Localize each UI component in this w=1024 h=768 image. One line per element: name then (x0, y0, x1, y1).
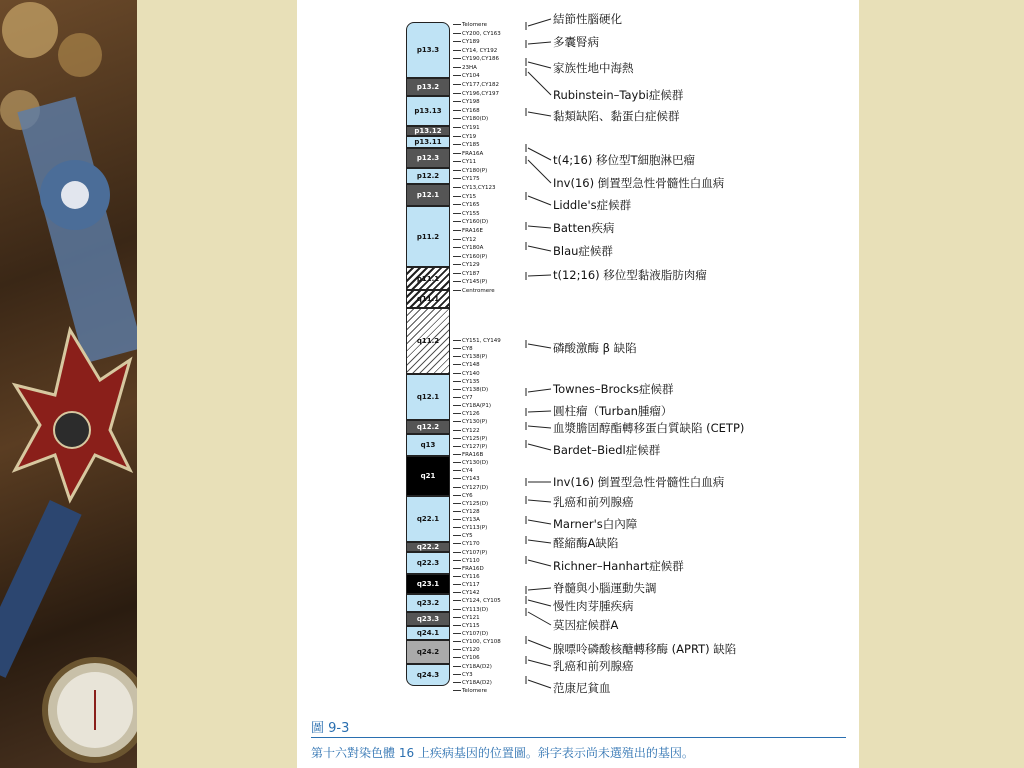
band-q24-2 (406, 640, 450, 664)
disease-label: Blau症候群 (553, 244, 613, 258)
marker-label: CY19 (453, 134, 476, 140)
marker-label: CY13,CY123 (453, 185, 495, 191)
band-label: p12.3 (416, 154, 440, 162)
marker-label: CY104 (453, 73, 480, 79)
disease-label: t(4;16) 移位型T細胞淋巴瘤 (553, 153, 695, 167)
marker-label: CY12 (453, 237, 476, 243)
disease-label: 結節性腦硬化 (553, 12, 622, 26)
marker-label: CY151, CY149 (453, 338, 501, 344)
band-label: p13.12 (414, 127, 442, 135)
marker-label: Centromere (453, 288, 495, 294)
marker-label: CY191 (453, 125, 480, 131)
band-label: q22.1 (416, 515, 440, 523)
marker-label: Telomere (453, 22, 487, 28)
disease-label: Bardet–Biedl症候群 (553, 443, 661, 457)
marker-label: CY125(P) (453, 436, 487, 442)
chromosome-16-ideogram (406, 22, 452, 686)
disease-label: 黏類缺陷、黏蛋白症候群 (553, 109, 680, 123)
band-label: q22.3 (416, 559, 440, 567)
marker-label: CY106 (453, 655, 480, 661)
marker-label: CY170 (453, 541, 480, 547)
band-label: q13 (420, 441, 436, 449)
disease-label: 慢性肉芽腫疾病 (553, 599, 634, 613)
band-label: p12.1 (416, 191, 440, 199)
marker-label: CY126 (453, 411, 480, 417)
band-q11-2 (406, 308, 450, 374)
disease-label: 多囊腎病 (553, 35, 599, 49)
marker-label: CY107(P) (453, 550, 487, 556)
marker-label: CY3 (453, 672, 473, 678)
band-label: q24.3 (416, 671, 440, 679)
marker-label: CY128 (453, 509, 480, 515)
marker-label: CY160(P) (453, 254, 487, 260)
disease-label: Inv(16) 倒置型急性骨髓性白血病 (553, 475, 725, 489)
figure-caption: 第十六對染色體 16 上疾病基因的位置圖。斜字表示尚未選殖出的基因。 (311, 746, 694, 760)
band-p13-2 (406, 78, 450, 96)
marker-label: CY5 (453, 533, 473, 539)
marker-label: CY127(P) (453, 444, 487, 450)
marker-label: CY142 (453, 590, 480, 596)
marker-label: CY18A(D2) (453, 680, 492, 686)
marker-label: CY15 (453, 194, 476, 200)
band-p11-1 (406, 267, 450, 290)
marker-label: CY198 (453, 99, 480, 105)
band-label: p13.3 (416, 46, 440, 54)
marker-label: CY160(D) (453, 219, 488, 225)
band-q22-3 (406, 552, 450, 574)
marker-label: CY18A(P1) (453, 403, 491, 409)
marker-label: CY185 (453, 142, 480, 148)
marker-label: FRA16D (453, 566, 484, 572)
disease-label: Batten疾病 (553, 221, 615, 235)
band-label: p13.13 (414, 107, 442, 115)
disease-label: Marner's白內障 (553, 517, 638, 531)
band-label: q11.1 (416, 295, 440, 303)
marker-label: Telomere (453, 688, 487, 694)
band-label: q21 (420, 472, 436, 480)
band-q23-3 (406, 612, 450, 626)
band-p13-13 (406, 96, 450, 126)
disease-label: Liddle's症候群 (553, 198, 632, 212)
band-label: q22.2 (416, 543, 440, 551)
marker-label: CY187 (453, 271, 480, 277)
band-q13 (406, 434, 450, 456)
marker-label: CY116 (453, 574, 480, 580)
marker-label: CY100, CY108 (453, 639, 501, 645)
disease-label: 范康尼貧血 (553, 681, 611, 695)
band-label: q23.1 (416, 580, 440, 588)
band-q11-1 (406, 290, 450, 308)
marker-label: CY175 (453, 176, 480, 182)
decorative-photo-panel (0, 0, 137, 768)
band-q24-1 (406, 626, 450, 640)
disease-label: Richner–Hanhart症候群 (553, 559, 684, 573)
marker-label: CY130(D) (453, 460, 488, 466)
band-label: q24.1 (416, 629, 440, 637)
band-q24-3 (406, 664, 450, 686)
disease-label: 圓柱瘤（Turban腫瘤） (553, 404, 673, 418)
disease-label: 腺嘌呤磷酸核醣轉移酶 (APRT) 缺陷 (553, 642, 737, 656)
medal-illustration (0, 0, 137, 768)
marker-label: CY7 (453, 395, 473, 401)
band-p12-1 (406, 184, 450, 206)
disease-label: t(12;16) 移位型黏液脂肪肉瘤 (553, 268, 707, 282)
band-label: p11.1 (416, 274, 440, 283)
marker-label: CY165 (453, 202, 480, 208)
band-q12-1 (406, 374, 450, 420)
marker-label: CY121 (453, 615, 480, 621)
marker-label: CY129 (453, 262, 480, 268)
band-label: q12.2 (416, 423, 440, 431)
marker-label: CY6 (453, 493, 473, 499)
disease-label: 脊髓與小腦運動失調 (553, 581, 657, 595)
marker-label: CY11 (453, 159, 476, 165)
band-p12-2 (406, 168, 450, 184)
band-p13-12 (406, 126, 450, 136)
band-q22-2 (406, 542, 450, 552)
marker-label: CY122 (453, 428, 480, 434)
marker-label: CY190,CY186 (453, 56, 499, 62)
marker-label: CY4 (453, 468, 473, 474)
band-p12-3 (406, 148, 450, 168)
disease-label: 磷酸激酶 β 缺陷 (553, 341, 637, 355)
marker-label: CY148 (453, 362, 480, 368)
band-label: q11.2 (416, 337, 440, 345)
marker-label: CY127(D) (453, 485, 488, 491)
marker-label: CY180(P) (453, 168, 487, 174)
band-p11-2 (406, 206, 450, 267)
marker-label: CY113(D) (453, 607, 488, 613)
marker-label: CY18A(D2) (453, 664, 492, 670)
marker-label: CY13A (453, 517, 480, 523)
disease-label: Rubinstein–Taybi症候群 (553, 88, 684, 102)
band-q23-2 (406, 594, 450, 612)
marker-label: CY138(D) (453, 387, 488, 393)
disease-label: 家族性地中海熱 (553, 61, 634, 75)
marker-label: CY120 (453, 647, 480, 653)
marker-label: CY189 (453, 39, 480, 45)
marker-label: CY168 (453, 108, 480, 114)
marker-label: FRA16A (453, 151, 483, 157)
marker-label: 23HA (453, 65, 477, 71)
marker-label: CY200, CY163 (453, 31, 501, 37)
marker-label: CY125(D) (453, 501, 488, 507)
band-label: p12.2 (416, 172, 440, 180)
disease-label: 醛縮酶A缺陷 (553, 536, 619, 550)
marker-label: CY155 (453, 211, 480, 217)
background-band (137, 0, 297, 768)
marker-label: CY180A (453, 245, 483, 251)
marker-label: CY117 (453, 582, 480, 588)
band-q23-1 (406, 574, 450, 594)
band-p13-11 (406, 136, 450, 148)
band-label: q23.2 (416, 599, 440, 607)
band-label: p13.2 (416, 83, 440, 91)
band-q12-2 (406, 420, 450, 434)
band-label: q24.2 (416, 648, 440, 656)
band-q22-1 (406, 496, 450, 542)
disease-label: Townes–Brocks症候群 (553, 382, 674, 396)
band-label: p11.2 (416, 232, 440, 241)
marker-label: FRA16B (453, 452, 483, 458)
marker-label: CY110 (453, 558, 480, 564)
band-q21 (406, 456, 450, 496)
background-band-right (859, 0, 1024, 768)
marker-label: CY143 (453, 476, 480, 482)
marker-label: CY140 (453, 371, 480, 377)
marker-label: CY107(D) (453, 631, 488, 637)
disease-label: 乳癌和前列腺癌 (553, 659, 634, 673)
marker-label: CY14, CY192 (453, 48, 497, 54)
disease-label: 血漿膽固醇酯轉移蛋白質缺陷 (CETP) (553, 421, 745, 435)
marker-label: CY130(P) (453, 419, 487, 425)
marker-label: CY113(P) (453, 525, 487, 531)
marker-label: CY138(P) (453, 354, 487, 360)
marker-label: CY180(D) (453, 116, 488, 122)
caption-rule (311, 737, 846, 738)
marker-label: FRA16E (453, 228, 483, 234)
marker-label: CY135 (453, 379, 480, 385)
marker-label: CY145(P) (453, 279, 487, 285)
marker-label: CY196,CY197 (453, 91, 499, 97)
marker-label: CY177,CY182 (453, 82, 499, 88)
band-label: q23.3 (416, 615, 440, 623)
marker-label: CY124, CY105 (453, 598, 501, 604)
disease-label: 莫因症候群A (553, 618, 619, 632)
band-label: q12.1 (416, 393, 440, 401)
disease-label: Inv(16) 倒置型急性骨髓性白血病 (553, 176, 725, 190)
figure-label: 圖 9-3 (311, 721, 350, 736)
disease-label: 乳癌和前列腺癌 (553, 495, 634, 509)
marker-label: CY115 (453, 623, 480, 629)
band-p13-3 (406, 22, 450, 78)
marker-label: CY8 (453, 346, 473, 352)
band-label: p13.11 (414, 138, 442, 146)
